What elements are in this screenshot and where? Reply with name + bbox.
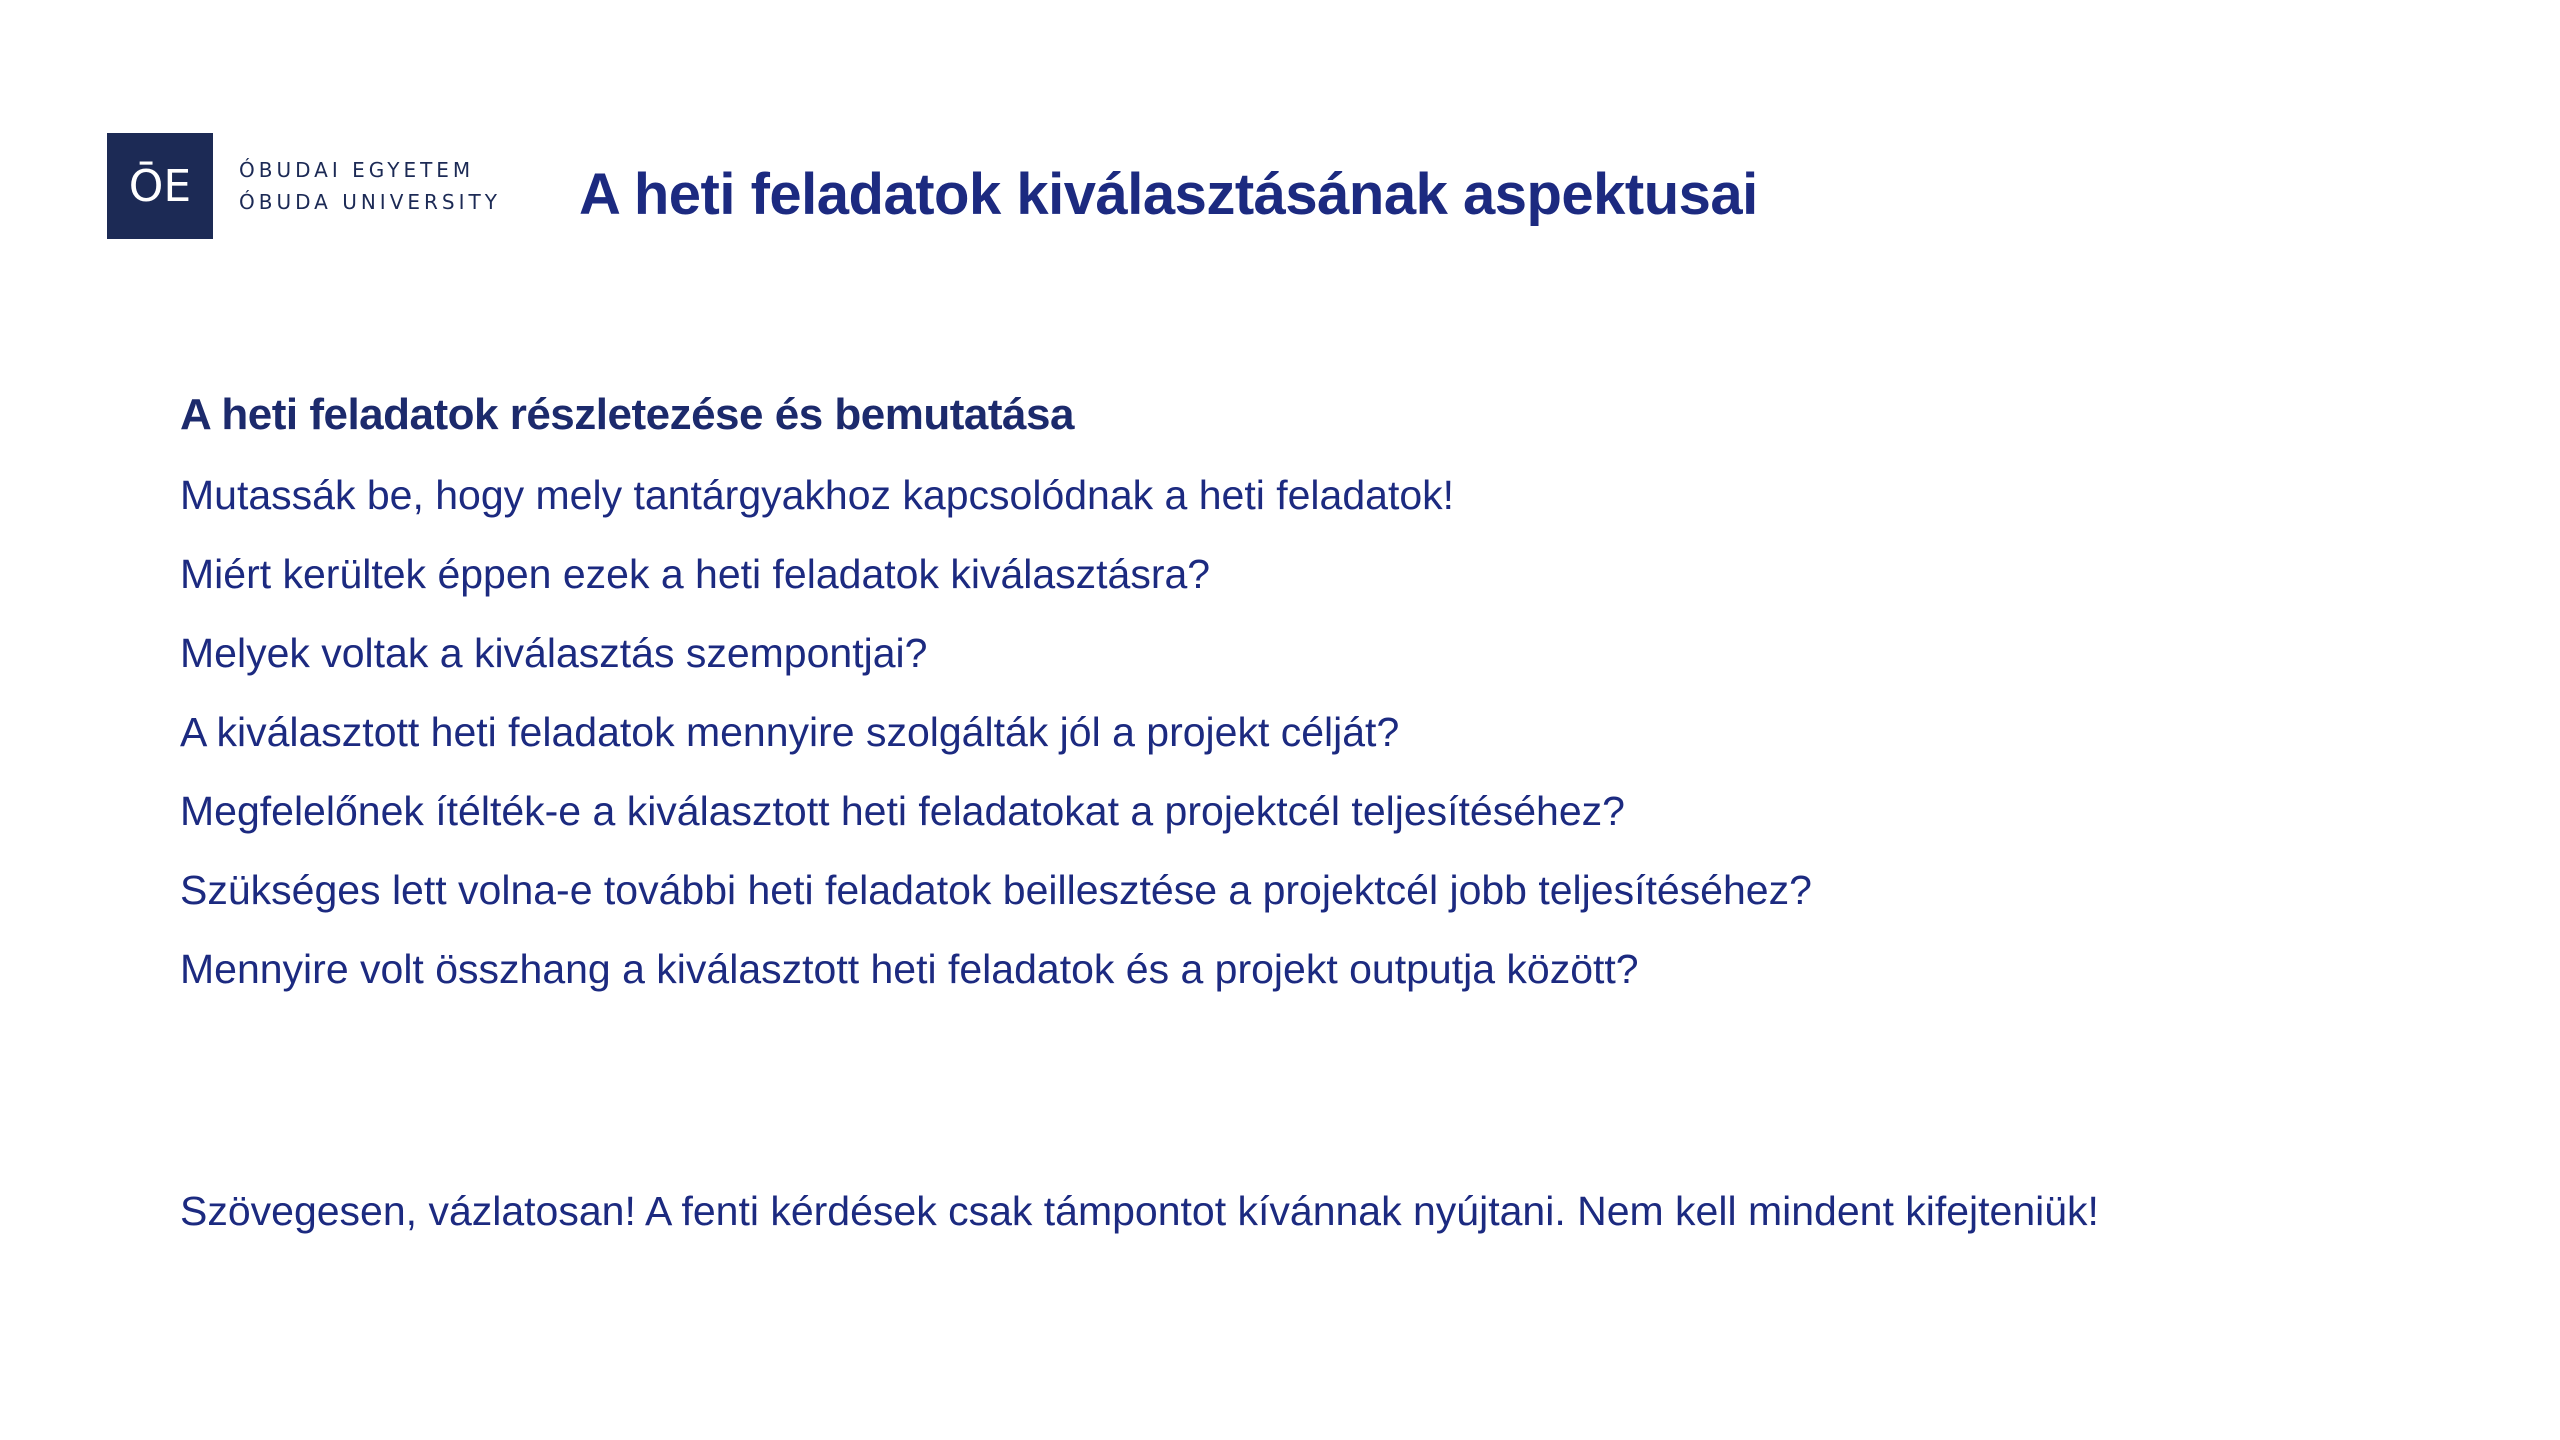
logo-mark: ŌE xyxy=(107,133,213,239)
question-item: Melyek voltak a kiválasztás szempontjai? xyxy=(180,630,928,676)
university-logo xyxy=(107,133,501,239)
footer-note: Szövegesen, vázlatosan! A fenti kérdések csak támpontot kívánnak nyújtani. Nem kell mindent kifejteniük! xyxy=(180,1188,2099,1234)
logo-line-english: ÓBUDA UNIVERSITY xyxy=(239,190,501,214)
question-item: Megfelelőnek ítélték-e a kiválasztott heti feladatokat a projektcél teljesítéséhez? xyxy=(180,788,1625,834)
slide-content xyxy=(180,382,2480,1015)
question-item: Miért kerültek éppen ezek a heti feladatok kiválasztásra? xyxy=(180,551,1211,597)
slide-title: A heti feladatok kiválasztásának aspektusai xyxy=(579,162,1758,227)
question-item: Mutassák be, hogy mely tantárgyakhoz kapcsolódnak a heti feladatok! xyxy=(180,472,1455,518)
question-item: A kiválasztott heti feladatok mennyire szolgálták jól a projekt célját? xyxy=(180,709,1400,755)
question-item: Mennyire volt összhang a kiválasztott heti feladatok és a projekt outputja között? xyxy=(180,946,1639,992)
section-heading: A heti feladatok részletezése és bemutatása xyxy=(180,390,1074,439)
logo-text xyxy=(239,157,501,215)
logo-line-hungarian: ÓBUDAI EGYETEM xyxy=(239,158,475,182)
question-item: Szükséges lett volna-e további heti feladatok beillesztése a projektcél jobb teljesítéséhez? xyxy=(180,867,1812,913)
